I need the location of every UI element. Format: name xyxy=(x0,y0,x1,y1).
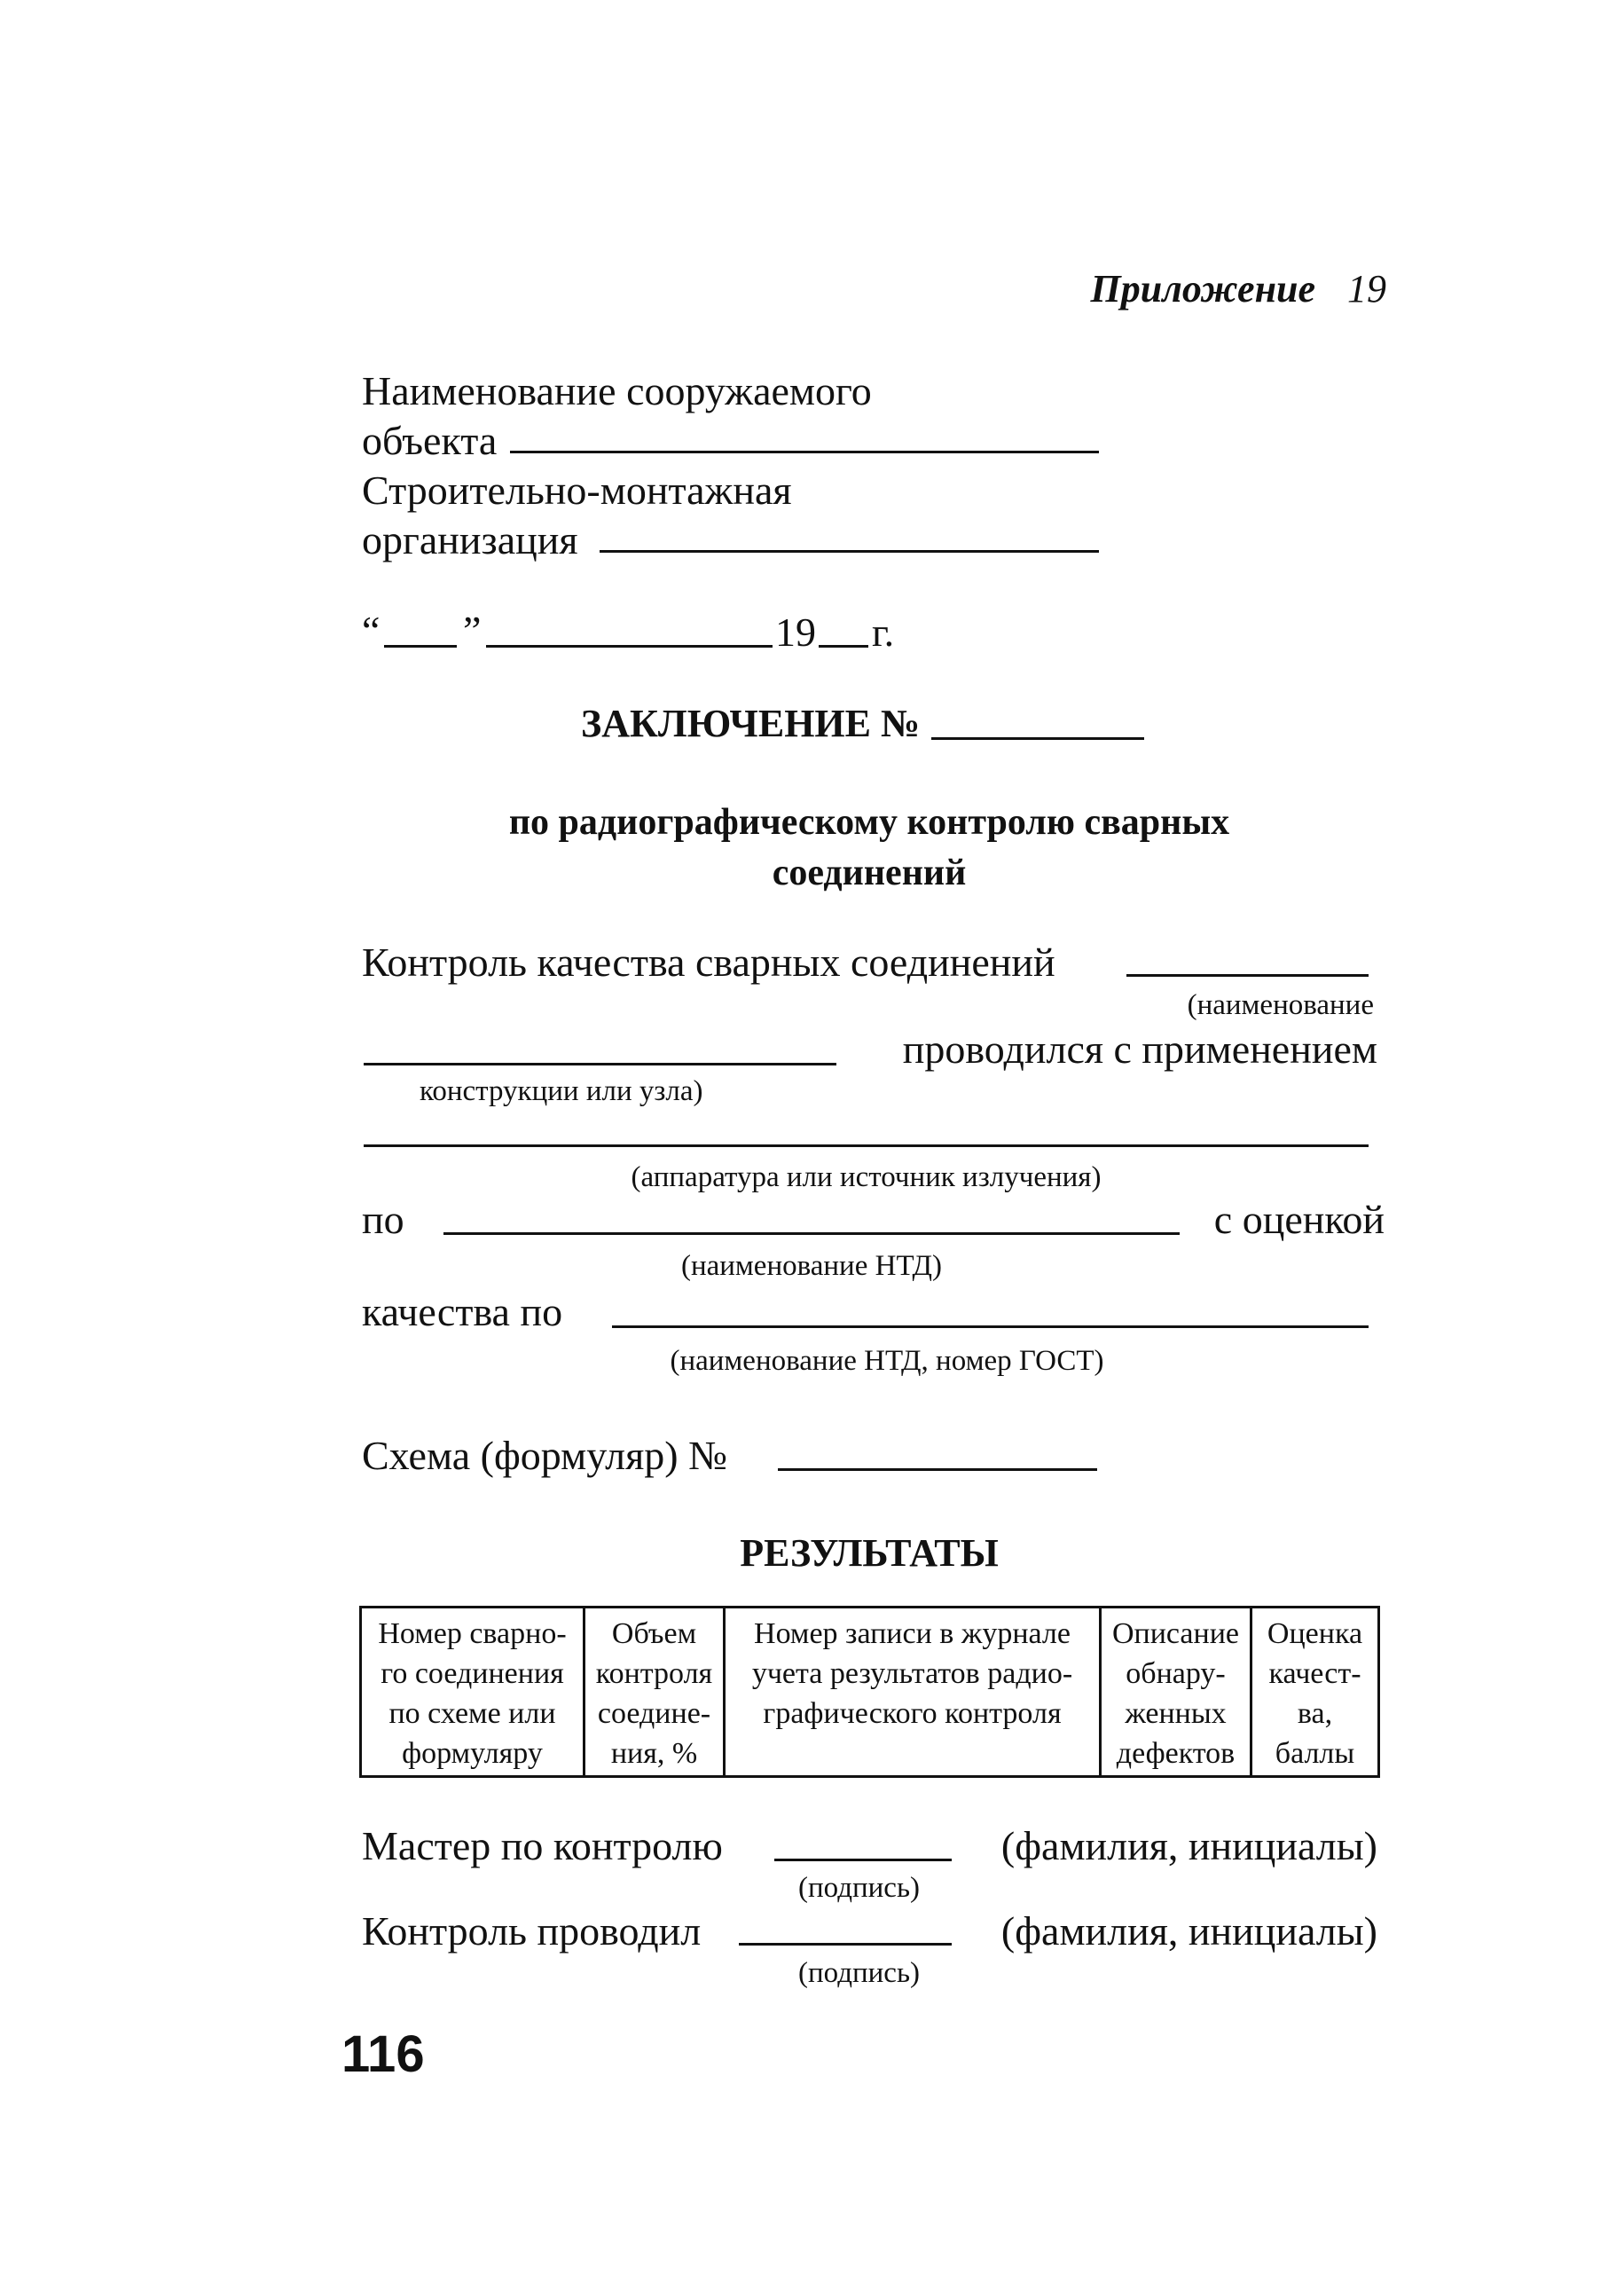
col-quality-score xyxy=(1251,1608,1379,1777)
hint-apparatus: (аппаратура или источник излучения) xyxy=(631,1161,1102,1193)
col-quality-score-label: Оценка качест- ва, баллы xyxy=(1267,1617,1363,1770)
po-text: по xyxy=(362,1197,404,1242)
hint-ntd-gost: (наименование НТД, номер ГОСТ) xyxy=(670,1345,1104,1377)
date-day-blank xyxy=(384,645,457,648)
controller-label: Контроль проводил xyxy=(362,1908,702,1954)
col-weld-number-label: Номер сварно- го соединения по схеме или формуляру xyxy=(378,1617,567,1770)
hint-name-line1: (наименование xyxy=(1187,989,1374,1021)
controller-signature-blank xyxy=(739,1943,952,1946)
conducted-text: проводился с применением xyxy=(902,1026,1377,1072)
date-month-blank xyxy=(486,645,773,648)
results-table xyxy=(359,1606,1380,1778)
date-year-blank xyxy=(819,645,868,648)
date-century: 19 xyxy=(775,609,816,655)
hint-name-line2: конструкции или узла) xyxy=(420,1075,703,1107)
master-sign-hint: (подпись) xyxy=(798,1872,920,1904)
conclusion-number-blank xyxy=(931,737,1144,740)
object-name-blank xyxy=(510,451,1099,453)
appendix-number: 19 xyxy=(1347,267,1386,311)
object-name-line1: Наименование сооружаемого xyxy=(362,368,872,413)
col-journal-record-label: Номер записи в журнале учета результатов радио- графического контроля xyxy=(751,1617,1073,1730)
results-header-row xyxy=(361,1608,1379,1777)
col-defects-description xyxy=(1101,1608,1251,1777)
controller-sign-hint: (подпись) xyxy=(798,1957,920,1989)
results-heading: РЕЗУЛЬТАТЫ xyxy=(740,1531,999,1575)
master-name-hint: (фамилия, инициалы) xyxy=(1000,1823,1377,1868)
organization-blank xyxy=(600,550,1099,553)
col-control-volume xyxy=(584,1608,725,1777)
conclusion-subtitle-line2: соединений xyxy=(772,853,967,893)
date-close-quote: ” xyxy=(463,608,482,653)
ntd-blank xyxy=(443,1232,1180,1235)
quality-by-text: качества по xyxy=(362,1289,563,1334)
hint-ntd: (наименование НТД) xyxy=(680,1250,943,1282)
scheme-text: Схема (формуляр) № xyxy=(362,1433,728,1478)
control-text: Контроль качества сварных соединений xyxy=(362,940,1055,985)
appendix-label xyxy=(1091,266,1386,311)
ntd-gost-blank xyxy=(612,1325,1369,1328)
page-number: 116 xyxy=(341,2025,425,2083)
conclusion-title: ЗАКЛЮЧЕНИЕ № xyxy=(581,702,921,745)
scheme-number-blank xyxy=(778,1468,1097,1471)
master-signature-blank xyxy=(774,1859,952,1861)
organization-line1: Строительно-монтажная xyxy=(362,468,792,513)
construction-name-blank xyxy=(1126,974,1369,977)
controller-name-hint: (фамилия, инициалы) xyxy=(1000,1908,1377,1954)
apparatus-blank xyxy=(364,1144,1369,1147)
col-defects-description-label: Описание обнару- женных дефектов xyxy=(1111,1617,1240,1770)
object-name-line2: объекта xyxy=(362,418,498,463)
col-journal-record xyxy=(725,1608,1101,1777)
organization-line2: организация xyxy=(362,517,578,562)
date-open-quote: “ xyxy=(362,608,381,653)
master-label: Мастер по контролю xyxy=(362,1823,723,1868)
conclusion-subtitle-line1: по радиографическому контролю сварных xyxy=(508,802,1230,843)
with-assessment-text: с оценкой xyxy=(1213,1197,1385,1242)
col-control-volume-label: Объем контроля соедине- ния, % xyxy=(595,1617,713,1770)
date-year-suffix: г. xyxy=(872,609,895,655)
construction-name-blank-2 xyxy=(364,1063,836,1065)
col-weld-number xyxy=(361,1608,584,1777)
appendix-word: Приложение xyxy=(1090,267,1315,311)
